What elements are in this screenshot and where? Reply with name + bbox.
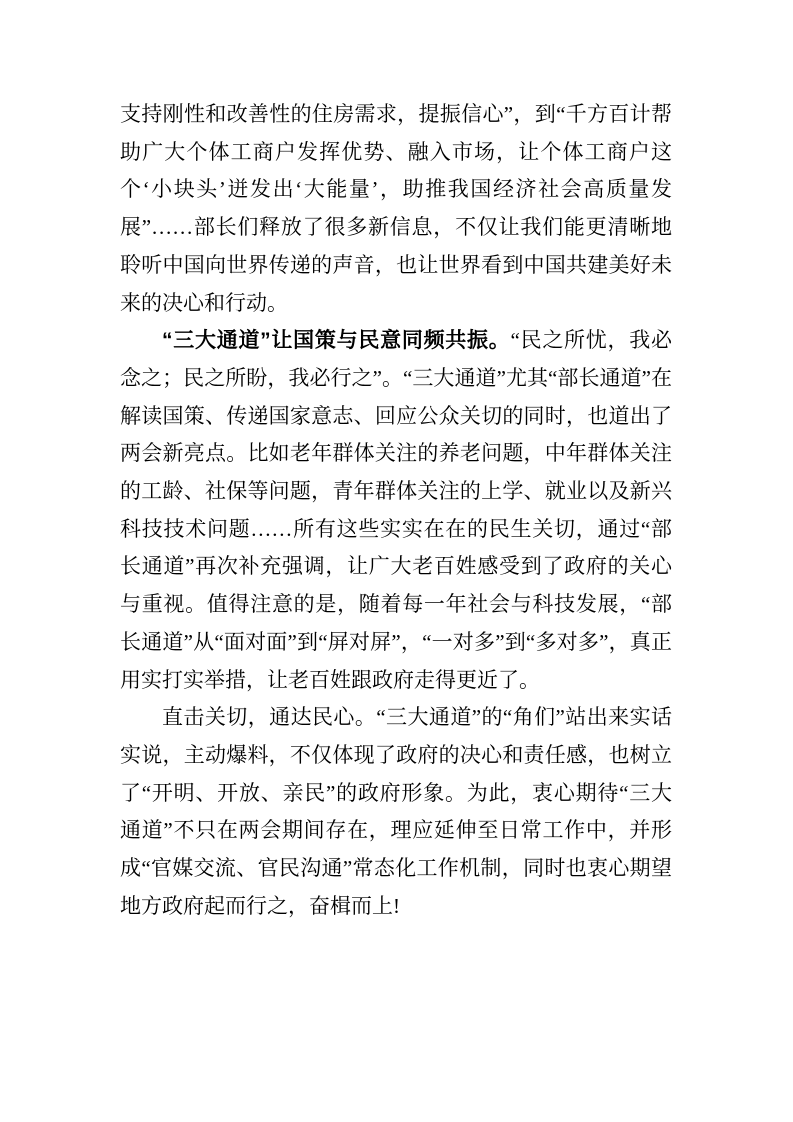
paragraph-continuation: [120, 96, 672, 322]
paragraph-closing-text: 直击关切，通达民心。“三大通道”的“角们”站出来实话实说，主动爆料，不仅体现了政府的决心和责任感，也树立了“开明、开放、亲民”的政府形象。为此，衷心期待“三大通道”不只在两会期间存在，理应延伸至日常工作中，并形成“官媒交流、官民沟通”常态化工作机制，同时也衷心期望地方政府起而行之，奋楫而上!: [120, 705, 672, 918]
paragraph-closing: [120, 699, 672, 925]
paragraph-three-channels: [120, 322, 672, 699]
paragraph-three-channels-text: “民之所忧，我必念之；民之所盼，我必行之”。“三大通道”尤其“部长通道”在解读国策、传递国家意志、回应公众关切的同时，也道出了两会新亮点。比如老年群体关注的养老问题，中年群体关注的工龄、社保等问题，青年群体关注的上学、就业以及新兴科技技术问题……所有这些实实在在的民生关切，通过“部长通道”再次补充强调，让广大老百姓感受到了政府的关心与重视。值得注意的是，随着每一年社会与科技发展，“部长通道”从“面对面”到“屏对屏”，“一对多”到“多对多”，真正用实打实举措，让老百姓跟政府走得更近了。: [120, 328, 673, 692]
paragraph-three-channels-bold-lead: “三大通道”让国策与民意同频共振。: [162, 329, 511, 353]
paragraph-continuation-text: 支持刚性和改善性的住房需求，提振信心”，到“千方百计帮助广大个体工商户发挥优势、融入市场，让个体工商户这个‘小块头’迸发出‘大能量’，助推我国经济社会高质量发展”……部长们释放了很多新信息，不仅让我们能更清晰地聆听中国向世界传递的声音，也让世界看到中国共建美好未来的决心和行动。: [120, 102, 672, 315]
